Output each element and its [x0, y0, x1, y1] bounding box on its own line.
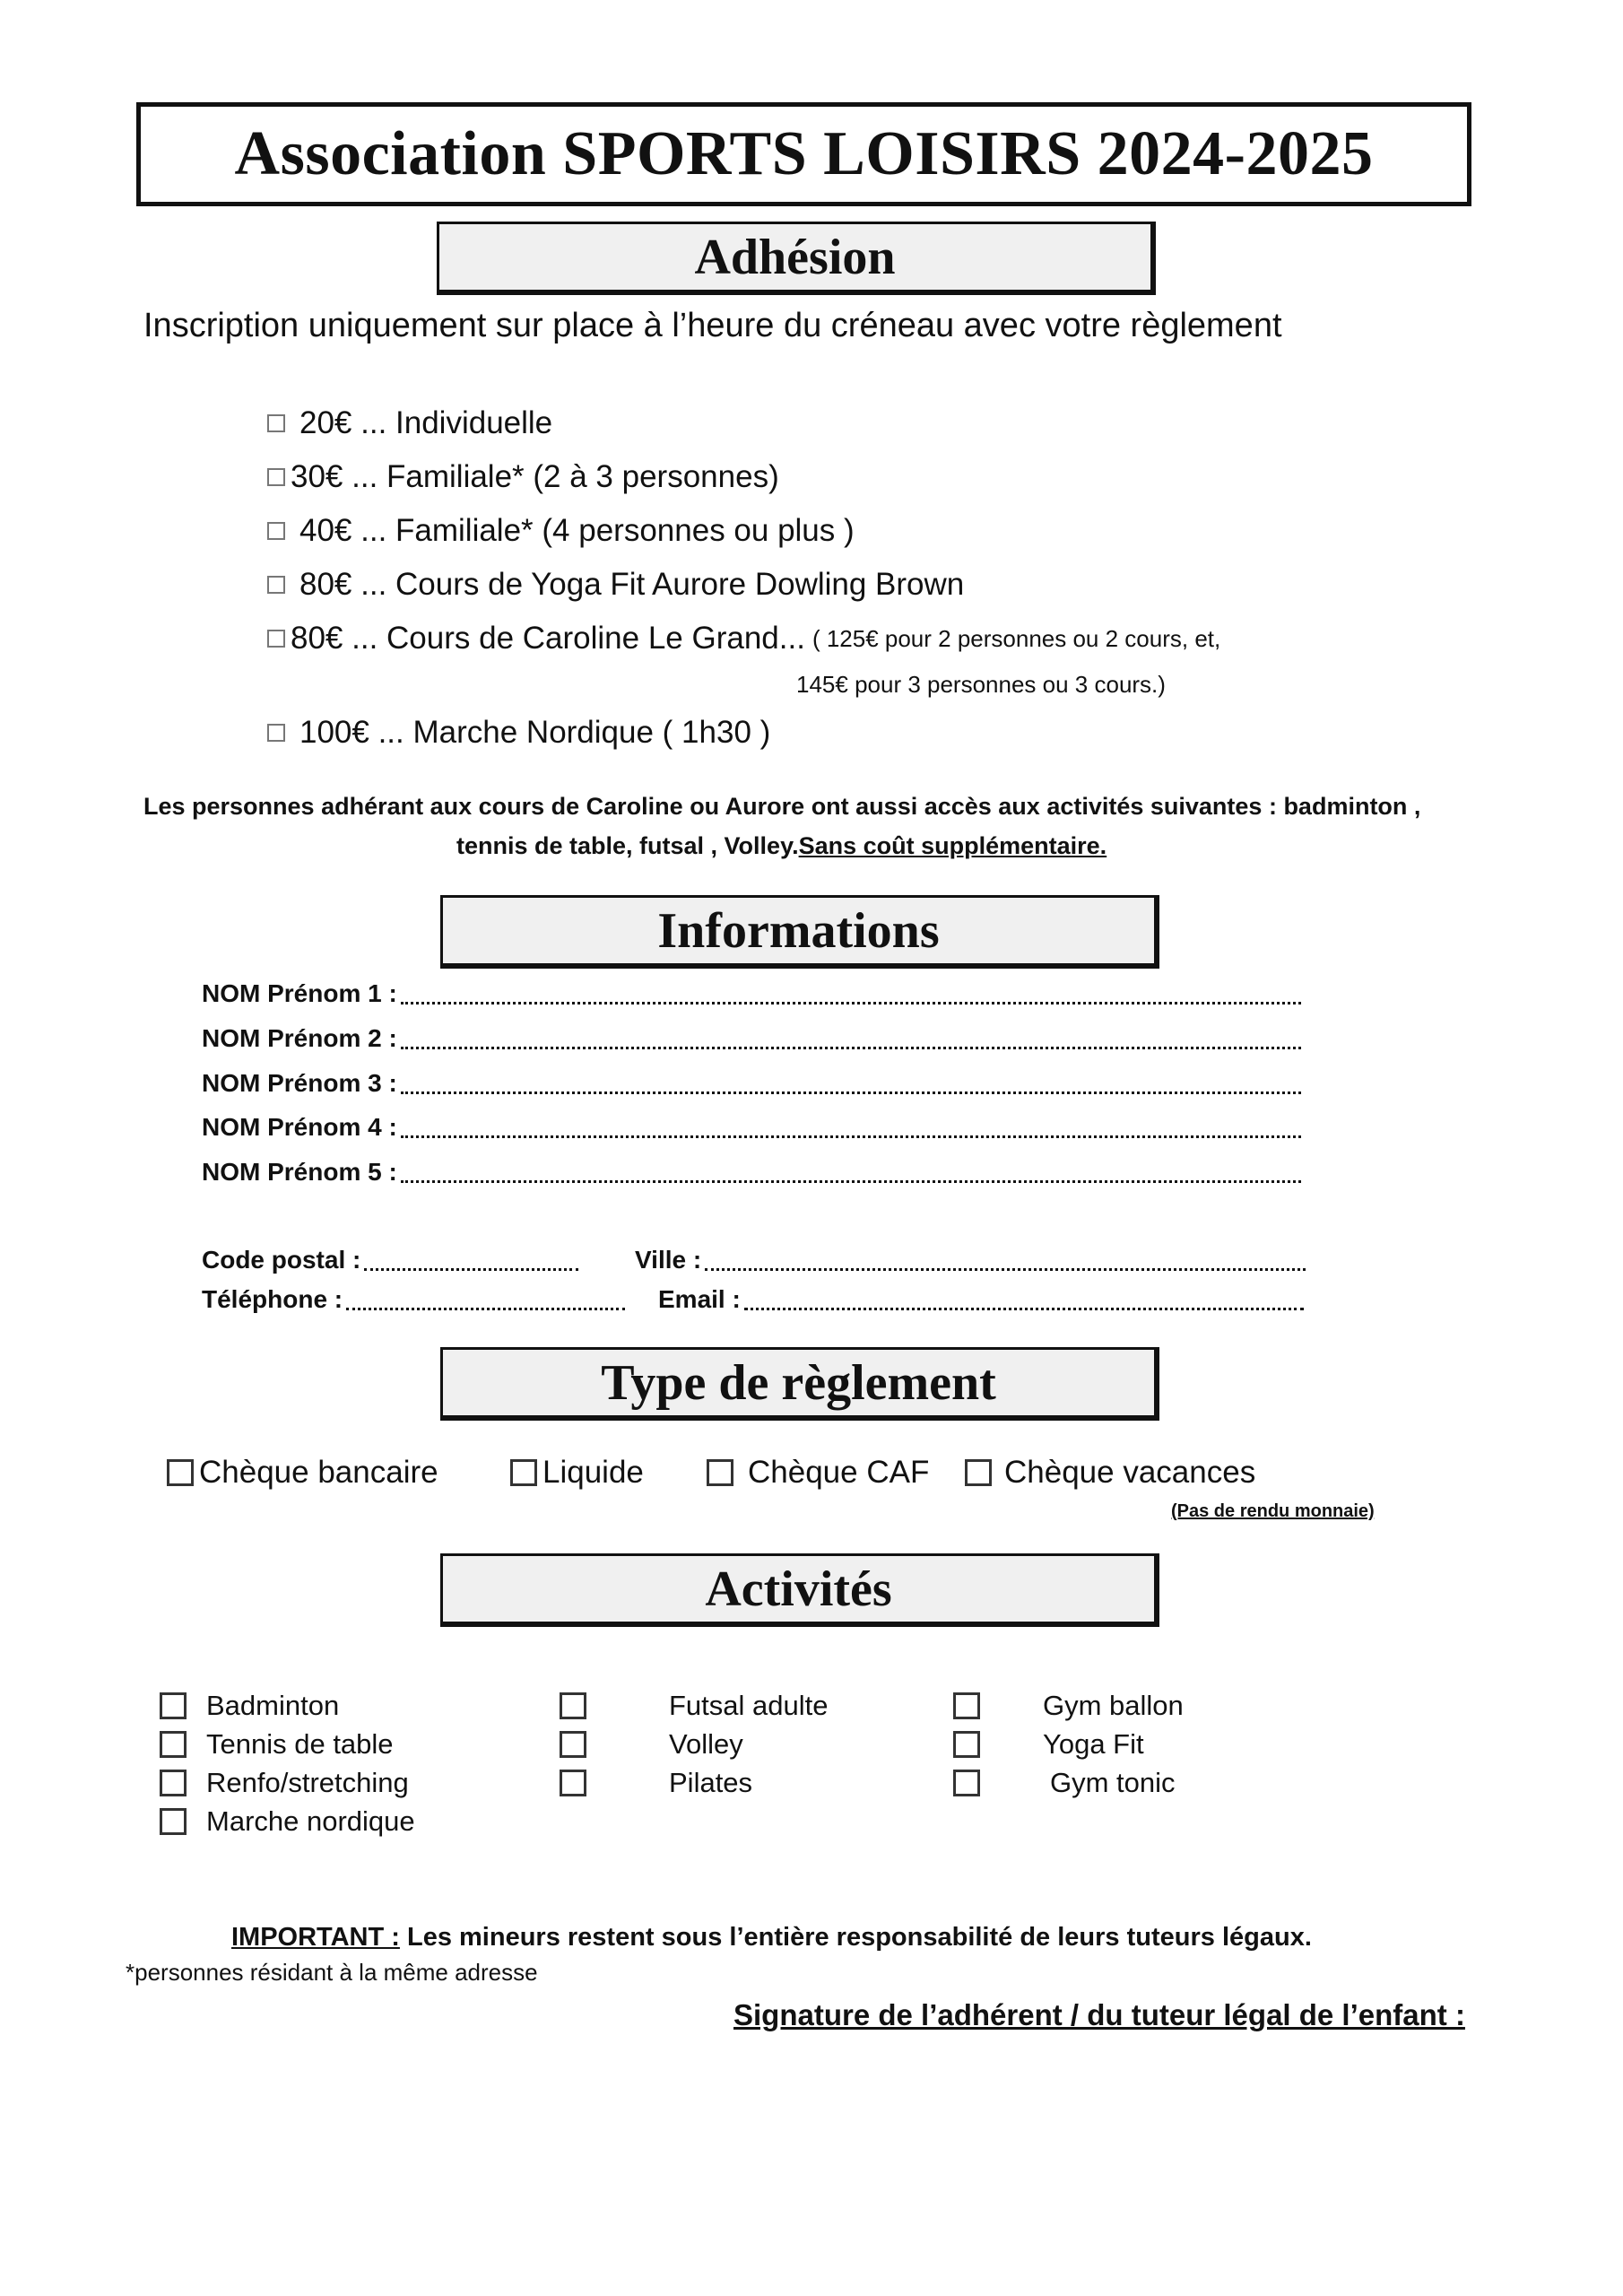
section-header-informations: Informations	[440, 895, 1159, 969]
option-price-note-2: 145€ pour 3 personnes ou 3 cours.)	[796, 671, 1166, 698]
checkbox[interactable]	[560, 1731, 586, 1758]
checkbox[interactable]	[267, 630, 285, 648]
important-label: IMPORTANT :	[231, 1923, 400, 1952]
checkbox[interactable]	[965, 1459, 992, 1486]
membership-option[interactable]: 40€ ... Familiale* (4 personnes ou plus )	[267, 513, 855, 549]
checkbox[interactable]	[160, 1770, 187, 1796]
name-field-2[interactable]: NOM Prénom 2 :	[202, 1024, 1301, 1053]
section-header-payment: Type de règlement	[440, 1347, 1159, 1421]
footnote: *personnes résidant à la même adresse	[126, 1959, 538, 1986]
activity-volley[interactable]: Volley	[560, 1728, 743, 1761]
signature-label: Signature de l’adhérent / du tuteur légal de l’enfant :	[733, 1998, 1465, 2031]
checkbox[interactable]	[510, 1459, 537, 1486]
postal-code-field[interactable]: Code postal :	[202, 1246, 578, 1274]
checkbox[interactable]	[267, 414, 285, 432]
membership-option[interactable]: 100€ ... Marche Nordique ( 1h30 )	[267, 715, 770, 751]
activity-badminton[interactable]: Badminton	[160, 1690, 339, 1722]
checkbox[interactable]	[160, 1731, 187, 1758]
checkbox[interactable]	[160, 1692, 187, 1719]
name-field-5[interactable]: NOM Prénom 5 :	[202, 1158, 1301, 1187]
checkbox[interactable]	[560, 1770, 586, 1796]
section-header-adhesion: Adhésion	[437, 222, 1156, 295]
activity-futsal[interactable]: Futsal adulte	[560, 1690, 829, 1722]
checkbox[interactable]	[953, 1731, 980, 1758]
checkbox[interactable]	[953, 1770, 980, 1796]
activity-yoga-fit[interactable]: Yoga Fit	[953, 1728, 1144, 1761]
page-title: Association SPORTS LOISIRS 2024-2025	[234, 119, 1374, 188]
checkbox[interactable]	[160, 1808, 187, 1835]
activity-gym-tonic[interactable]: Gym tonic	[953, 1767, 1176, 1799]
adhesion-subtitle: Inscription uniquement sur place à l’heure du créneau avec votre règlement	[143, 307, 1282, 344]
payment-option-cash[interactable]: Liquide	[510, 1455, 644, 1491]
checkbox[interactable]	[953, 1692, 980, 1719]
name-field-3[interactable]: NOM Prénom 3 :	[202, 1069, 1301, 1098]
access-note: Les personnes adhérant aux cours de Caroline ou Aurore ont aussi accès aux activités suivantes : badminton ,	[143, 793, 1421, 820]
checkbox[interactable]	[560, 1692, 586, 1719]
checkbox[interactable]	[267, 724, 285, 742]
activity-gym-ballon[interactable]: Gym ballon	[953, 1690, 1184, 1722]
access-note-line2: tennis de table, futsal , Volley.Sans coût supplémentaire.	[456, 832, 1107, 859]
city-field[interactable]: Ville :	[635, 1246, 1306, 1274]
membership-option[interactable]: 80€ ... Cours de Yoga Fit Aurore Dowling Brown	[267, 567, 964, 603]
membership-option[interactable]: 30€ ... Familiale* (2 à 3 personnes)	[267, 459, 779, 495]
phone-field[interactable]: Téléphone :	[202, 1285, 625, 1314]
activity-pilates[interactable]: Pilates	[560, 1767, 752, 1799]
no-change-note: (Pas de rendu monnaie)	[1171, 1501, 1375, 1521]
membership-option[interactable]: 80€ ... Cours de Caroline Le Grand... ( 125€ pour 2 personnes ou 2 cours, et,	[267, 621, 1220, 657]
checkbox[interactable]	[267, 522, 285, 540]
checkbox[interactable]	[267, 468, 285, 486]
checkbox[interactable]	[267, 576, 285, 594]
section-header-activities: Activités	[440, 1553, 1159, 1627]
membership-option[interactable]: 20€ ... Individuelle	[267, 405, 552, 441]
email-field[interactable]: Email :	[658, 1285, 1304, 1314]
no-extra-cost: Sans coût supplémentaire.	[798, 832, 1107, 859]
activity-nordic-walking[interactable]: Marche nordique	[160, 1805, 415, 1838]
name-field-1[interactable]: NOM Prénom 1 :	[202, 979, 1301, 1008]
payment-option-holiday-vouchers[interactable]: Chèque vacances	[965, 1455, 1255, 1491]
option-price-note: ( 125€ pour 2 personnes ou 2 cours, et,	[812, 624, 1221, 652]
important-notice: IMPORTANT : Les mineurs restent sous l’entière responsabilité de leurs tuteurs légaux.	[231, 1923, 1312, 1952]
checkbox[interactable]	[707, 1459, 733, 1486]
payment-option-bank-check[interactable]: Chèque bancaire	[167, 1455, 438, 1491]
name-field-4[interactable]: NOM Prénom 4 :	[202, 1113, 1301, 1142]
page-title-box	[136, 102, 1471, 206]
activity-table-tennis[interactable]: Tennis de table	[160, 1728, 394, 1761]
checkbox[interactable]	[167, 1459, 194, 1486]
activity-renfo-stretching[interactable]: Renfo/stretching	[160, 1767, 409, 1799]
payment-option-caf-check[interactable]: Chèque CAF	[707, 1455, 929, 1491]
